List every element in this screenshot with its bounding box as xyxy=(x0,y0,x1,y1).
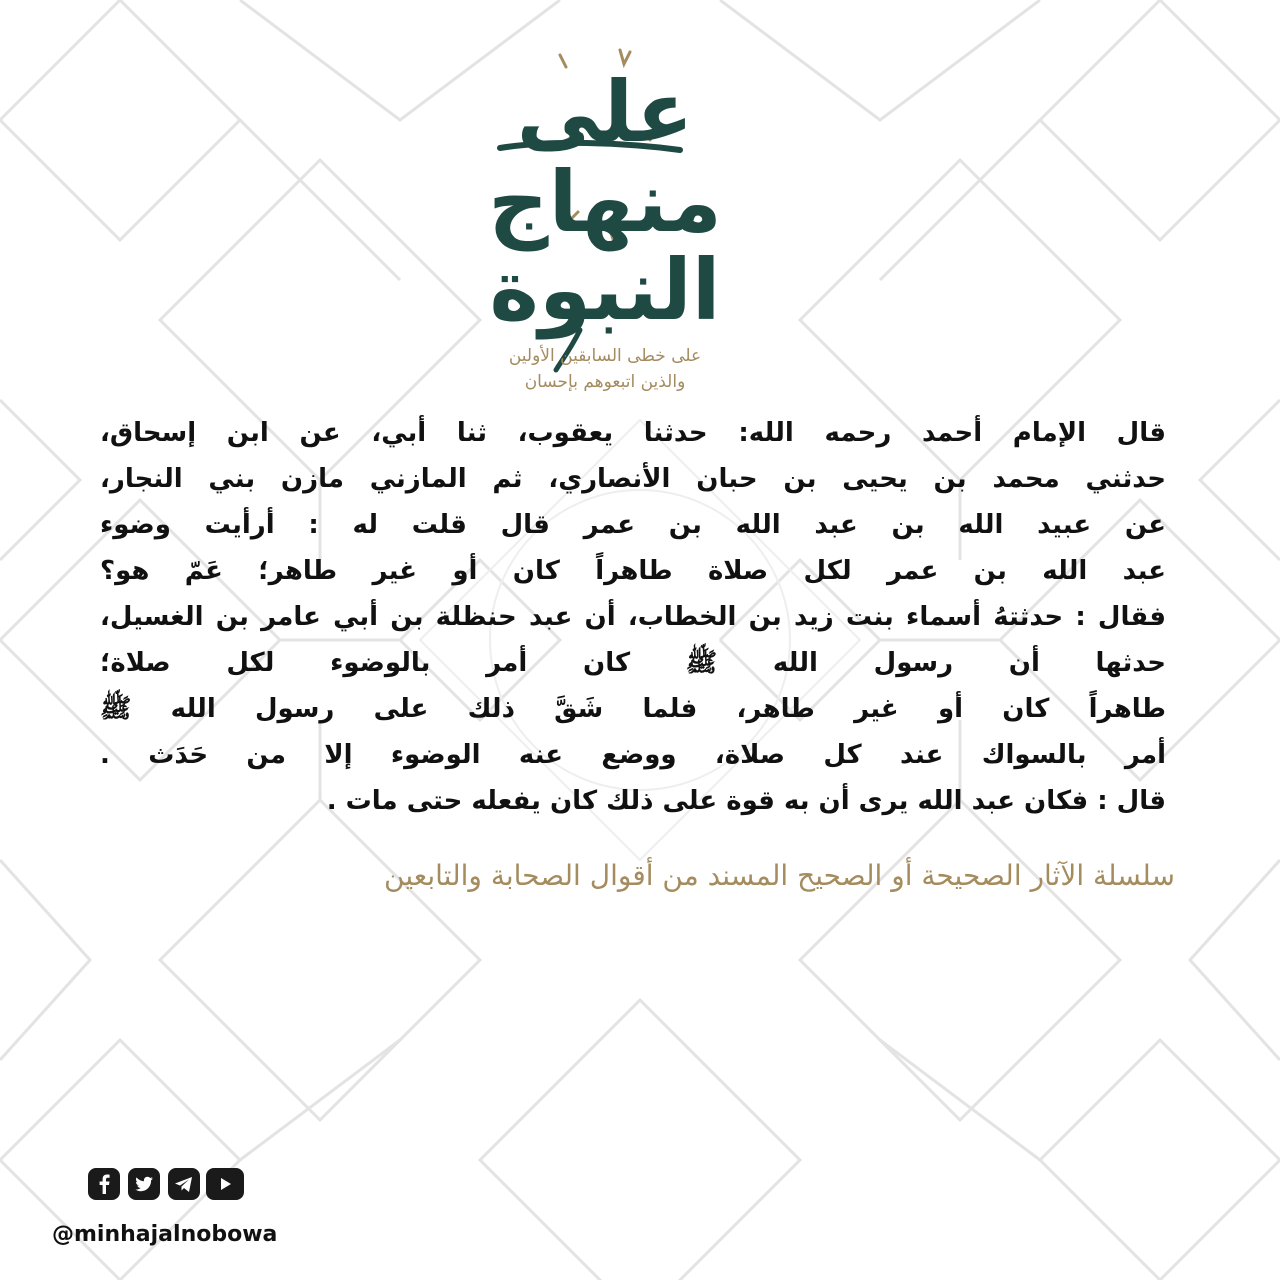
twitter-icon[interactable] xyxy=(128,1168,160,1200)
brand-logo xyxy=(470,30,740,400)
logo-word-nobowa: النبوة xyxy=(489,241,721,339)
facebook-icon[interactable] xyxy=(88,1168,120,1200)
hadith-line: عن عبيد الله بن عبد الله بن عمر قال قلت له : أرأيت وضوء xyxy=(100,510,1166,540)
logo-tagline-2: والذين اتبعوهم بإحسان xyxy=(524,372,686,392)
hadith-line: حدثها أن رسول الله ﷺ كان أمر بالوضوء لكل صلاة؛ xyxy=(100,648,1166,678)
hadith-line: حدثني محمد بن يحيى بن حبان الأنصاري، ثم المازني مازن بني النجار، xyxy=(100,464,1166,494)
social-links xyxy=(88,1168,244,1202)
social-handle[interactable]: @minhajalnobowa xyxy=(52,1222,278,1247)
hadith-line: طاهراً كان أو غير طاهر، فلما شَقَّ ذلك على رسول الله ﷺ xyxy=(100,694,1166,724)
hadith-text xyxy=(100,410,1166,824)
youtube-icon[interactable] xyxy=(206,1168,244,1200)
series-title: سلسلة الآثار الصحيحة أو الصحيح المسند من أقوال الصحابة والتابعين xyxy=(384,859,1175,892)
hadith-line: قال : فكان عبد الله يرى أن به قوة على ذلك كان يفعله حتى مات . xyxy=(326,786,1166,816)
telegram-icon[interactable] xyxy=(168,1168,200,1200)
hadith-line: فقال : حدثتهُ أسماء بنت زيد بن الخطاب، أن عبد حنظلة بن أبي عامر بن الغسيل، xyxy=(100,602,1166,632)
logo-tagline-1: على خطى السابقين الأولين xyxy=(508,346,702,366)
hadith-line: عبد الله بن عمر لكل صلاة طاهراً كان أو غير طاهر؛ عَمّ هو؟ xyxy=(100,556,1166,586)
logo-word-minhaj: منهاج xyxy=(488,153,722,251)
hadith-line: أمر بالسواك عند كل صلاة، ووضع عنه الوضوء إلا من حَدَث . xyxy=(100,740,1166,770)
logo-word-ala: على xyxy=(516,63,694,161)
hadith-line: قال الإمام أحمد رحمه الله: حدثنا يعقوب، ثنا أبي، عن ابن إسحاق، xyxy=(100,418,1166,448)
